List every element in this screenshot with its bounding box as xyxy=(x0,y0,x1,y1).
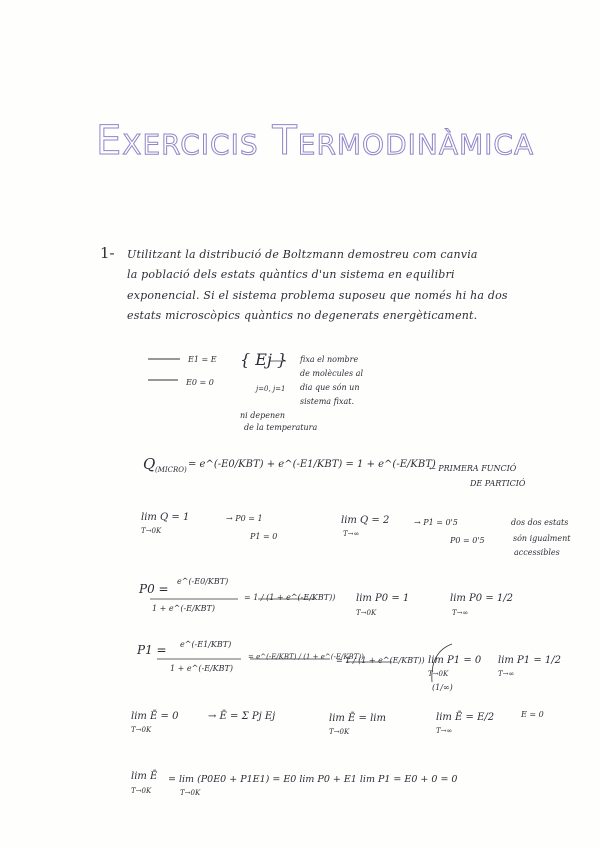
partition-note-1: ← PRIMERA FUNCIÓ xyxy=(429,464,517,473)
p1-limit-low-extra: (1/∞) xyxy=(432,683,453,692)
problem-line-4: estats microscòpics quàntics no degenerats energèticament. xyxy=(127,309,478,322)
p0-equivalent: = 1 / (1 + e^(-E/KBT)) xyxy=(244,593,336,602)
energy-limit-low: lim Ē = 0 xyxy=(131,711,179,722)
limit-q-low-res2: P1 = 0 xyxy=(250,532,278,541)
energy-limit-high: lim Ē = E/2 xyxy=(436,712,495,723)
limit-q-low-sub: T→0K xyxy=(141,527,162,535)
limit-q-high: lim Q = 2 xyxy=(341,515,390,526)
energy-set-brace: { Ej } xyxy=(240,350,288,369)
p0-limit-low-sub: T→0K xyxy=(356,609,377,617)
page-title: Exercicis Termodinàmica xyxy=(96,118,535,164)
energy-limit-high-sub: T→∞ xyxy=(436,727,453,735)
p1-lhs: P1 = xyxy=(137,643,167,657)
limit-q-high-res1: → P1 = 0'5 xyxy=(414,518,458,527)
p0-denominator: 1 + e^(-E/KBT) xyxy=(152,604,215,613)
p0-lhs: P0 = xyxy=(139,582,169,596)
limit-q-low-res1: → P0 = 1 xyxy=(226,514,263,523)
level-upper-label: E1 = E xyxy=(188,355,217,364)
partition-lhs-sub: (MICRO) xyxy=(155,466,187,474)
energy-limit-mid-sub: T→0K xyxy=(329,728,350,736)
arrow-note-4: sistema fixat. xyxy=(300,397,354,406)
final-lhs-sub: T→0K xyxy=(131,787,152,795)
levels-note-2: de la temperatura xyxy=(244,423,318,432)
p0-limit-high-sub: T→∞ xyxy=(452,609,469,617)
limit-q-low: lim Q = 1 xyxy=(141,512,190,523)
limit-q-note-2: són igualment xyxy=(513,534,571,543)
problem-line-3: exponencial. Si el sistema problema suposeu que només hi ha dos xyxy=(127,289,508,302)
p0-limit-high: lim P0 = 1/2 xyxy=(450,593,513,604)
partition-expression: = e^(-E0/KBT) + e^(-E1/KBT) = 1 + e^(-E/KBT) xyxy=(188,459,436,470)
limit-q-note-1: dos dos estats xyxy=(511,518,569,527)
limit-q-high-res2: P0 = 0'5 xyxy=(450,536,485,545)
level-lower-label: E0 = 0 xyxy=(186,378,214,387)
partition-lhs: Q xyxy=(143,455,156,473)
levels-note-1: ni depenen xyxy=(240,411,286,420)
p0-limit-low: lim P0 = 1 xyxy=(356,593,410,604)
arrow-note-2: de molècules al xyxy=(300,369,363,378)
energy-limit-mid: lim Ē = lim xyxy=(329,713,386,724)
p0-numerator: e^(-E0/KBT) xyxy=(177,577,229,586)
energy-limit-high-extra: E = 0 xyxy=(521,710,544,719)
limit-q-note-3: accessibles xyxy=(514,548,560,557)
limit-q-high-sub: T→∞ xyxy=(343,530,360,538)
p1-equivalent-2: = 1 / (1 + e^(E/KBT)) xyxy=(336,656,425,665)
p1-denominator: 1 + e^(-E/KBT) xyxy=(170,664,233,673)
arrow-note-1: fixa el nombre xyxy=(300,355,359,364)
final-expression-sub: T→0K xyxy=(180,789,201,797)
energy-set-sub: j=0, j=1 xyxy=(256,385,286,393)
final-lhs: lim Ē xyxy=(131,771,158,782)
problem-number: 1- xyxy=(100,244,115,262)
p1-limit-low: lim P1 = 0 xyxy=(428,655,482,666)
problem-line-1: Utilitzant la distribució de Boltzmann demostreu com canvia xyxy=(127,248,478,261)
final-expression: = lim (P0E0 + P1E1) = E0 lim P0 + E1 lim P1 = E0 + 0 = 0 xyxy=(168,774,458,785)
p1-limit-high-sub: T→∞ xyxy=(498,670,515,678)
p1-numerator: e^(-E1/KBT) xyxy=(180,640,232,649)
energy-mean-def: → Ē = Σ Pj Ej xyxy=(208,711,276,722)
p1-equivalent: = e^(-E/KBT) / (1 + e^(-E/KBT)) xyxy=(248,653,364,661)
partition-note-2: DE PARTICIÓ xyxy=(470,479,526,488)
arrow-note-3: dia que són un xyxy=(300,383,360,392)
energy-limit-low-sub: T→0K xyxy=(131,726,152,734)
p1-limit-low-sub: T→0K xyxy=(428,670,449,678)
p1-limit-high: lim P1 = 1/2 xyxy=(498,655,561,666)
problem-line-2: la població dels estats quàntics d'un sistema en equilibri xyxy=(127,268,455,281)
